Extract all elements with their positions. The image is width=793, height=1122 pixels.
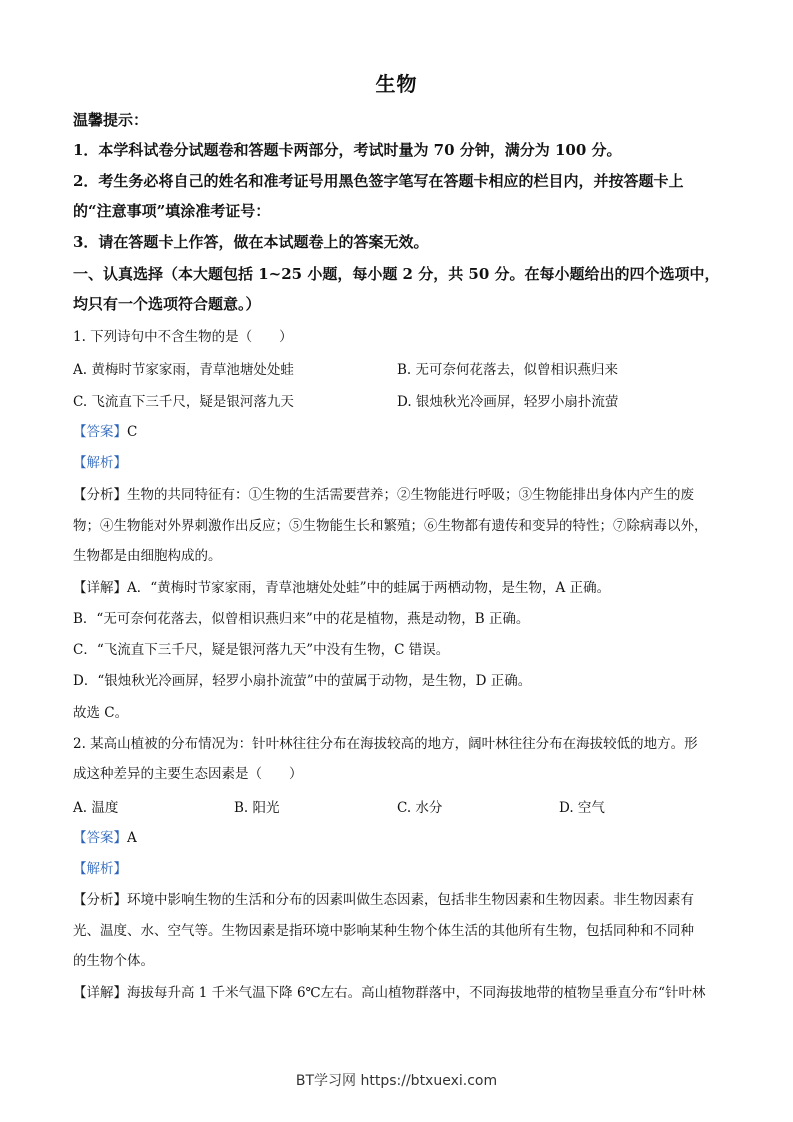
- q2-fenxi-line2: 光、温度、水、空气等。生物因素是指环境中影响某种生物个体生活的其他所有生物，包括同种和不同种: [73, 923, 694, 939]
- q2-answer: A: [127, 830, 137, 846]
- q1-option-a: A. 黄梅时节家家雨，青草池塘处处蛙: [73, 362, 294, 378]
- notice-heading: 温馨提示：: [73, 111, 149, 129]
- q1-detail-line2: B．“无可奈何花落去，似曾相识燕归来”中的花是植物，燕是动物，B 正确。: [73, 611, 530, 627]
- detail-tag: 【详解】: [73, 985, 127, 1001]
- notice-item-2-cont: 的“注意事项”填涂准考证号：: [73, 202, 271, 220]
- detail-tag: 【详解】: [73, 580, 127, 596]
- q1-fenxi-line1: [73, 485, 723, 505]
- q2-option-c: C. 水分: [397, 800, 443, 816]
- footer-watermark: BT学习网 https://btxuexi.com: [295, 1073, 498, 1089]
- q2-detail-text-1: 海拔每升高 1 千米气温下降 6℃左右。高山植物群落中，不同海拔地带的植物呈垂直分布“针叶林: [127, 985, 706, 1001]
- notice-item-1: 1．本学科试卷分试题卷和答题卡两部分，考试时量为 70 分钟，满分为 100 分。: [73, 141, 622, 159]
- notice-item-3: 3．请在答题卡上作答，做在本试题卷上的答案无效。: [73, 233, 429, 251]
- q1-analysis-tag: 【解析】: [73, 455, 127, 471]
- q2-stem-line1: 2. 某高山植被的分布情况为：针叶林往往分布在海拔较高的地方，阔叶林往往分布在海拔较低的地方。形: [73, 736, 698, 752]
- q2-answer-row: [73, 828, 723, 848]
- q1-fenxi-line3: 生物都是由细胞构成的。: [73, 548, 222, 564]
- answer-tag: 【答案】: [73, 830, 127, 846]
- q2-analysis-tag: 【解析】: [73, 861, 127, 877]
- q2-stem-line2: 成这种差异的主要生态因素是（ ）: [73, 766, 303, 782]
- q1-answer: C: [127, 424, 138, 440]
- q2-option-b: B. 阳光: [234, 800, 280, 816]
- q2-fenxi-line3: 的生物个体。: [73, 953, 154, 969]
- q2-fenxi-text-1: 环境中影响生物的生活和分布的因素叫做生态因素，包括非生物因素和生物因素。非生物因素有: [127, 892, 694, 908]
- q1-detail-line1: [73, 578, 723, 598]
- q1-detail-text-1: A．“黄梅时节家家雨，青草池塘处处蛙”中的蛙属于两栖动物，是生物，A 正确。: [127, 580, 611, 596]
- section-heading-line2: 均只有一个选项符合题意。）: [73, 295, 261, 313]
- page-title: 生物: [375, 72, 418, 96]
- q1-fenxi-line2: 物；④生物能对外界刺激作出反应；⑤生物能生长和繁殖；⑥生物都有遗传和变异的特性；⑦除病毒以外，: [73, 518, 708, 534]
- q2-option-d: D. 空气: [559, 800, 605, 816]
- answer-tag: 【答案】: [73, 424, 127, 440]
- q1-detail-line4: D．“银烛秋光冷画屏，轻罗小扇扑流萤”中的萤属于动物，是生物，D 正确。: [73, 673, 532, 689]
- q1-conclusion: 故选 C。: [73, 705, 129, 721]
- fenxi-tag: 【分析】: [73, 892, 127, 908]
- q1-fenxi-text-1: 生物的共同特征有：①生物的生活需要营养；②生物能进行呼吸；③生物能排出身体内产生的废: [127, 487, 694, 503]
- q2-detail-line1: [73, 983, 723, 1003]
- q1-option-d: D. 银烛秋光冷画屏，轻罗小扇扑流萤: [397, 394, 619, 410]
- q1-option-c: C. 飞流直下三千尺，疑是银河落九天: [73, 394, 294, 410]
- section-heading-line1: 一、认真选择（本大题包括 1~25 小题，每小题 2 分，共 50 分。在每小题给出的四个选项中，: [73, 265, 720, 283]
- q1-detail-line3: C．“飞流直下三千尺，疑是银河落九天”中没有生物，C 错误。: [73, 642, 450, 658]
- q2-fenxi-line1: [73, 890, 723, 910]
- notice-item-2: 2．考生务必将自己的姓名和准考证号用黑色签字笔写在答题卡相应的栏目内，并按答题卡上: [73, 172, 684, 190]
- q1-stem: 1. 下列诗句中不含生物的是（ ）: [73, 329, 293, 345]
- fenxi-tag: 【分析】: [73, 487, 127, 503]
- q1-answer-row: [73, 422, 723, 442]
- q2-option-a: A. 温度: [73, 800, 119, 816]
- q1-option-b: B. 无可奈何花落去，似曾相识燕归来: [397, 362, 619, 378]
